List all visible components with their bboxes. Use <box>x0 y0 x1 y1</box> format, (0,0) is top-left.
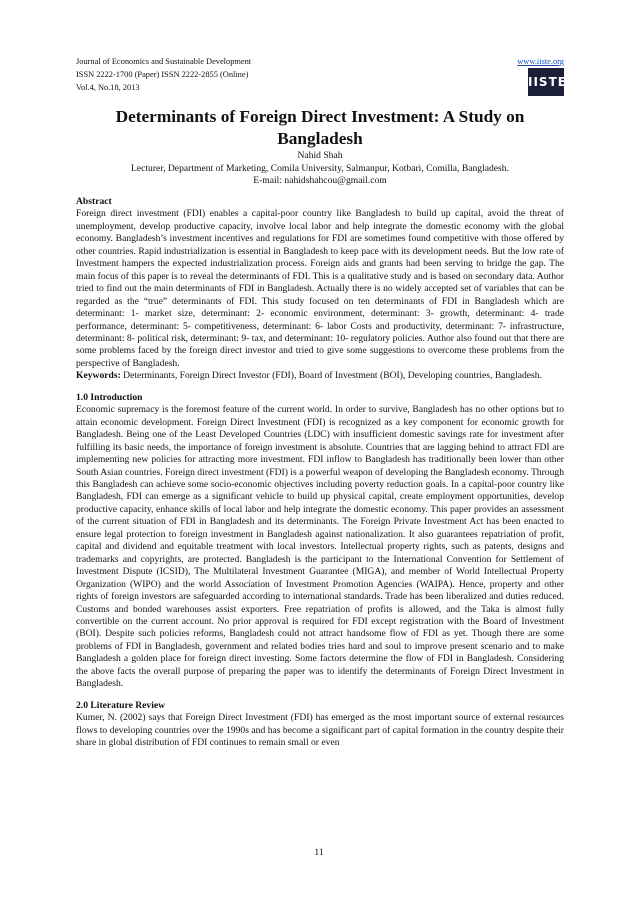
keywords-text: Determinants, Foreign Direct Investor (FDI), Board of Investment (BOI), Developing countries, Bangladesh. <box>120 370 542 382</box>
paper-body <box>76 196 564 749</box>
page-number: 11 <box>314 847 324 858</box>
journal-name: Journal of Economics and Sustainable Development <box>76 57 252 66</box>
journal-issn: ISSN 2222-1700 (Paper) ISSN 2222-2855 (Online) <box>76 70 249 79</box>
keywords-label: Keywords: <box>76 370 121 382</box>
journal-url-link[interactable]: www.iiste.org <box>517 57 564 66</box>
author-block <box>76 150 564 188</box>
paper-title: Determinants of Foreign Direct Investment: A Study on Bangladesh <box>115 107 525 148</box>
author-email: E-mail: nahidshahcou@gmail.com <box>253 175 387 186</box>
keywords <box>76 370 564 382</box>
abstract-heading: Abstract <box>76 196 112 207</box>
section-text-literature-review: Kumer, N. (2002) says that Foreign Direct Investment (FDI) has emerged as the most important source of external resources flows to developing countries over the 1990s and has become a significant part of capital formation in the country despite their share in global distribution of FDI continues to remain small or even <box>76 712 564 749</box>
abstract-text: Foreign direct investment (FDI) enables a capital-poor country like Bangladesh to build up capital, avoid the threat of unemployment, develop productive capacity, involve local labor and help integrate the domestic economy with the global economy. Bangladesh’s investment incentives and regulations for FDI are sometimes found competitive with those offered by other countries. Rapid industrialization is essential in Bangladesh to keep pace with its development needs. But the low rate of Investment hampers the expected industrialization process. Foreign aids and grants had been serving to bridge the gap. The main focus of this paper is to reveal the determinants of FDI. This is a qualitative study and is based on secondary data. Author tried to find out the main determinants of FDI in Bangladesh. Actually there is no widely accepted set of variables that can be regarded as the “true” determinants of FDI. This study focused on ten determinants of FDI in Bangladesh which are determinant: 1- market size, determinant: 2- economic environment, determinant: 3- growth, determinant: 4- trade performance, determinant: 5- competitiveness, determinant: 6- labor Costs and productivity, determinant: 7- infrastructure, determinant: 8- political risk, determinant: 9- tax, and determinant: 10- regulatory policies. Author also found out that there are some problems faced by the foreign direct investor and tried to give some suggestions to overcome these problems from the perspective of Bangladesh. <box>76 208 564 369</box>
section-heading-literature-review: 2.0 Literature Review <box>76 699 166 711</box>
author-affiliation: Lecturer, Department of Marketing, Comila University, Salmanpur, Kotbari, Comilla, Bangladesh. <box>130 162 509 174</box>
logo-text: IISTE <box>528 75 567 89</box>
section-heading-introduction: 1.0 Introduction <box>76 391 143 403</box>
journal-header <box>76 55 567 95</box>
section-text-introduction: Economic supremacy is the foremost feature of the current world. In order to survive, Bangladesh has no other options but to attain economic development. Foreign Direct Investment (FDI) is recognized as a key component for economic growth for Bangladesh. Being one of the Least Developed Countries (LDC) with insufficient domestic savings rate for investment after fulfilling its basic needs, the importance of foreign investment is absolute. Countries that are lagging behind to attract FDI are implementing new policies for attracting more investment. FDI inflow to Bangladesh has traditionally been lower than other South Asian countries. Foreign direct investment (FDI) is a powerful weapon of developing the Bangladesh economy. Through this Bangladesh can achieve some socio-economic objectives including poverty reduction goals. In a capital-poor country like Bangladesh, FDI can emerge as a significant vehicle to build up physical capital, create employment opportunities, develop productive capacity, enhance skills of local labor and help integrate the domestic economy. This paper provides an assessment of the current situation of FDI in Bangladesh and its determinants. The Foreign Private Investment Act has been enacted to ensure legal protection to foreign investment in Bangladesh against nationalization. It also guarantees repatriation of profit, capital and dividend and equitable treatment with local investors. Intellectual property rights, such as patents, designs and trademarks and copyrights, are protected. Bangladesh is the participant to the International Convention for Settlement of Investment Dispute (ICSID), The Multilateral Investment Guarantee (MIGA), and member of World Intellectual Property Organization (WIPO) and the world Association of Investment Promotion Agencies (WAIPA). Hence, property and other rights of foreign investors are safeguarded according to international standards. Trade has been liberalized and duties reduced. Customs and bonded warehouses assist exporters. Free repatriation of profits is allowed, and the Taka is almost fully convertible on the current account. No prior approval is required for FDI except registration with the Board of Investment (BOI). Despite such policies reforms, Bangladesh could not attract handsome flow of FDI as yet. Though there are some problems of FDI in Bangladesh, government and related bodies tries hard and soul to improve present scenario and to make Bangladesh a golden place for foreign direct investing. Some factors determine the flow of FDI in Bangladesh. Considering the above facts the overall purpose of preparing the paper was to identify the determinants of Foreign Direct Investment in Bangladesh. <box>76 404 564 690</box>
journal-info <box>76 55 251 94</box>
author-name: Nahid Shah <box>297 150 343 161</box>
journal-volume: Vol.4, No.18, 2013 <box>76 83 140 92</box>
iiste-logo <box>528 68 567 96</box>
